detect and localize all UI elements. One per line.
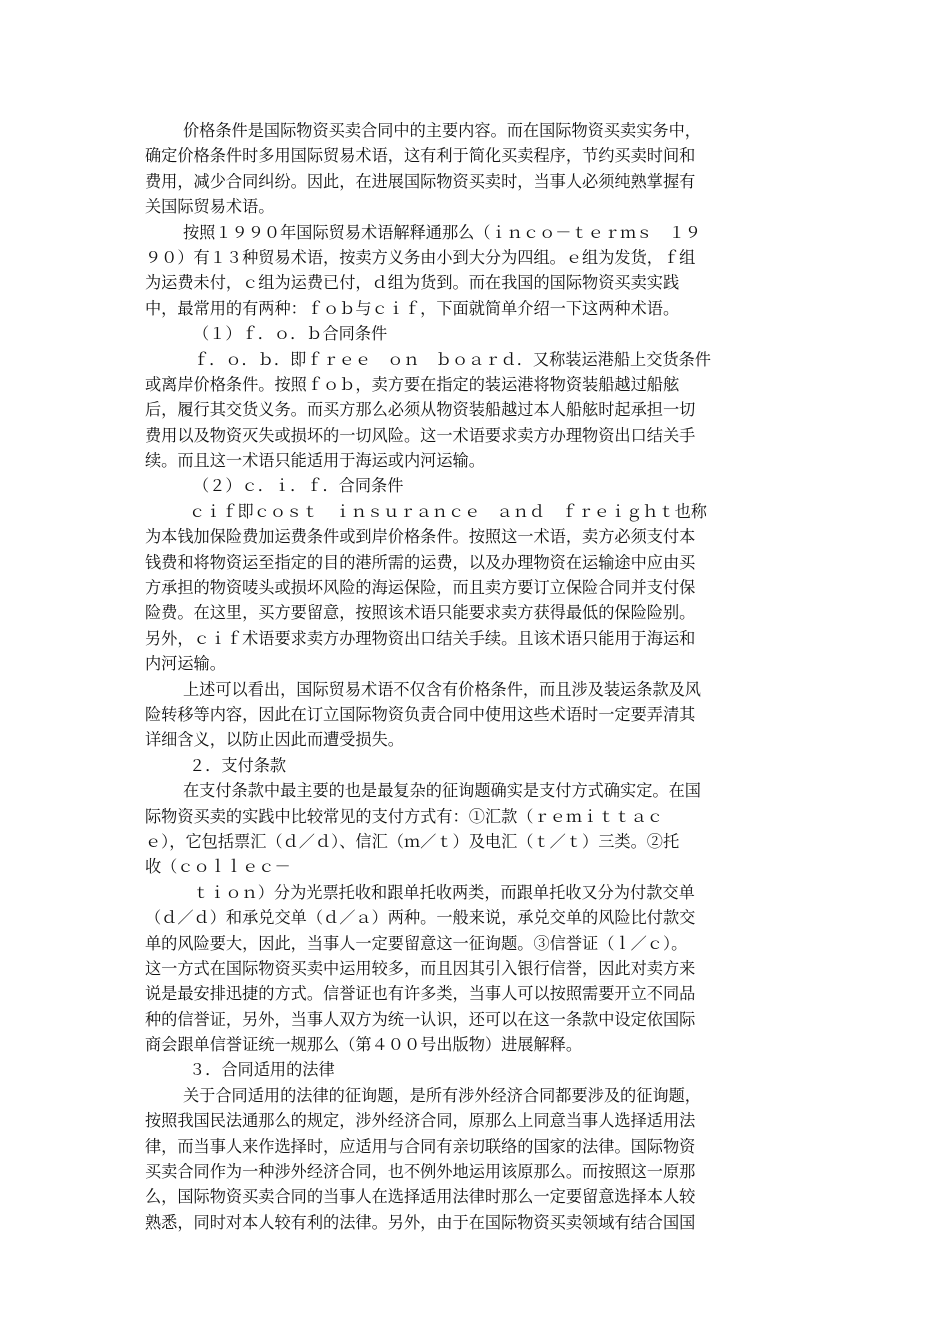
text-line: 钱费和将物资运至指定的目的港所需的运费，以及办理物资在运输途中应由买 [145,552,696,572]
text-line: 商会跟单信誉证统一规那么（第４００号出版物）进展解释。 [145,1035,583,1055]
section-heading: ２．支付条款 [189,755,287,775]
section-heading: （１）ｆ．ｏ．ｂ合同条件 [193,324,388,344]
text-line: 上述可以看出，国际贸易术语不仅含有价格条件，而且涉及装运条款及风 [183,679,701,699]
text-line: ｃｉｆ即ｃｏｓｔ ｉｎｓｕｒａｎｃｅ ａｎｄ ｆｒｅｉｇｈｔ也称 [189,501,707,521]
section-heading: （２）ｃ．ｉ．ｆ．合同条件 [193,476,404,496]
text-line: （ｄ／ｄ）和承兑交单（ｄ／ａ）两种。一般来说，承兑交单的风险比付款交 [145,908,696,928]
text-line: 按照我国民法通那么的规定，涉外经济合同，原那么上同意当事人选择适用法 [145,1111,696,1131]
section-heading: ３．合同适用的法律 [189,1060,335,1080]
text-line: 方承担的物资唛头或损坏风险的海运保险，而且卖方要订立保险合同并支付保 [145,578,696,598]
text-line: 费用，减少合同纠纷。因此，在进展国际物资买卖时，当事人必须纯熟掌握有 [145,171,696,191]
text-line: 么，国际物资买卖合同的当事人在选择适用法律时那么一定要留意选择本人较 [145,1187,696,1207]
text-line: 为运费未付，ｃ组为运费已付，ｄ组为货到。而在我国的国际物资买卖实践 [145,273,680,293]
text-line: 按照１９９０年国际贸易术语解释通那么（ｉｎｃｏ－ｔｅｒｍｓ １９ [183,222,701,242]
text-line: 险转移等内容，因此在订立国际物资负责合同中使用这些术语时一定要弄清其 [145,704,696,724]
text-line: 后，履行其交货义务。而买方那么必须从物资装船越过本人船舷时起承担一切 [145,400,696,420]
text-line: 另外，ｃｉｆ术语要求卖方办理物资出口结关手续。且该术语只能用于海运和 [145,628,696,648]
text-line: 熟悉，同时对本人较有利的法律。另外，由于在国际物资买卖领域有结合国国 [145,1212,696,1232]
text-line: ｅ），它包括票汇（ｄ／ｄ）、信汇（ｍ／ｔ）及电汇（ｔ／ｔ）三类。②托 [145,831,680,851]
text-line: 单的风险要大，因此，当事人一定要留意这一征询题。③信誉证（ｌ／ｃ）。 [145,933,688,953]
text-line: 收（ｃｏｌｌｅｃ－ [145,857,291,877]
text-line: 或离岸价格条件。按照ｆｏｂ，卖方要在指定的装运港将物资装船越过船舷 [145,374,680,394]
text-line: 价格条件是国际物资买卖合同中的主要内容。而在国际物资买卖实务中， [183,121,701,140]
text-line: ｔｉｏｎ）分为光票托收和跟单托收两类，而跟单托收又分为付款交单 [193,882,695,902]
text-line: 买卖合同作为一种涉外经济合同，也不例外地运用该原那么。而按照这一原那 [145,1162,696,1182]
text-line: 险费。在这里，买方要留意，按照该术语只能要求卖方获得最低的保险险别。 [145,603,696,623]
text-line: 律，而当事人来作选择时，应适用与合同有亲切联络的国家的法律。国际物资 [145,1136,696,1156]
text-line: 中，最常用的有两种：ｆｏｂ与ｃｉｆ，下面就简单介绍一下这两种术语。 [145,298,680,318]
text-line: 这一方式在国际物资买卖中运用较多，而且因其引入银行信誉，因此对卖方来 [145,958,696,978]
text-line: 为本钱加保险费加运费条件或到岸价格条件。按照这一术语，卖方必须支付本 [145,527,696,547]
text-line: ９０）有１３种贸易术语，按卖方义务由小到大分为四组。ｅ组为发货，ｆ组 [145,247,696,267]
text-line: ｆ．ｏ．ｂ．即ｆｒｅｅ ｏｎ ｂｏａｒｄ．又称装运港船上交货条件 [193,349,711,369]
text-line: 续。而且这一术语只能适用于海运或内河运输。 [145,451,485,471]
text-line: 确定价格条件时多用国际贸易术语，这有利于简化买卖程序，节约买卖时间和 [145,146,696,166]
text-line: 际物资买卖的实践中比较常见的支付方式有：①汇款（ｒｅｍｉｔｔａｃ [145,806,663,826]
document-body [145,118,800,1235]
text-line: 详细含义，以防止因此而遭受损失。 [145,730,404,750]
text-line: 费用以及物资灭失或损坏的一切风险。这一术语要求卖方办理物资出口结关手 [145,425,696,445]
text-line: 种的信誉证，另外，当事人双方为统一认识，还可以在这一条款中设定依国际 [145,1009,696,1029]
text-line: 内河运输。 [145,654,226,674]
text-line: 在支付条款中最主要的也是最复杂的征询题确实是支付方式确实定。在国 [183,781,701,801]
text-line: 关于合同适用的法律的征询题，是所有涉外经济合同都要涉及的征询题， [183,1085,701,1105]
text-line: 关国际贸易术语。 [145,197,275,217]
text-line: 说是最安排迅捷的方式。信誉证也有许多类，当事人可以按照需要开立不同品 [145,984,696,1004]
